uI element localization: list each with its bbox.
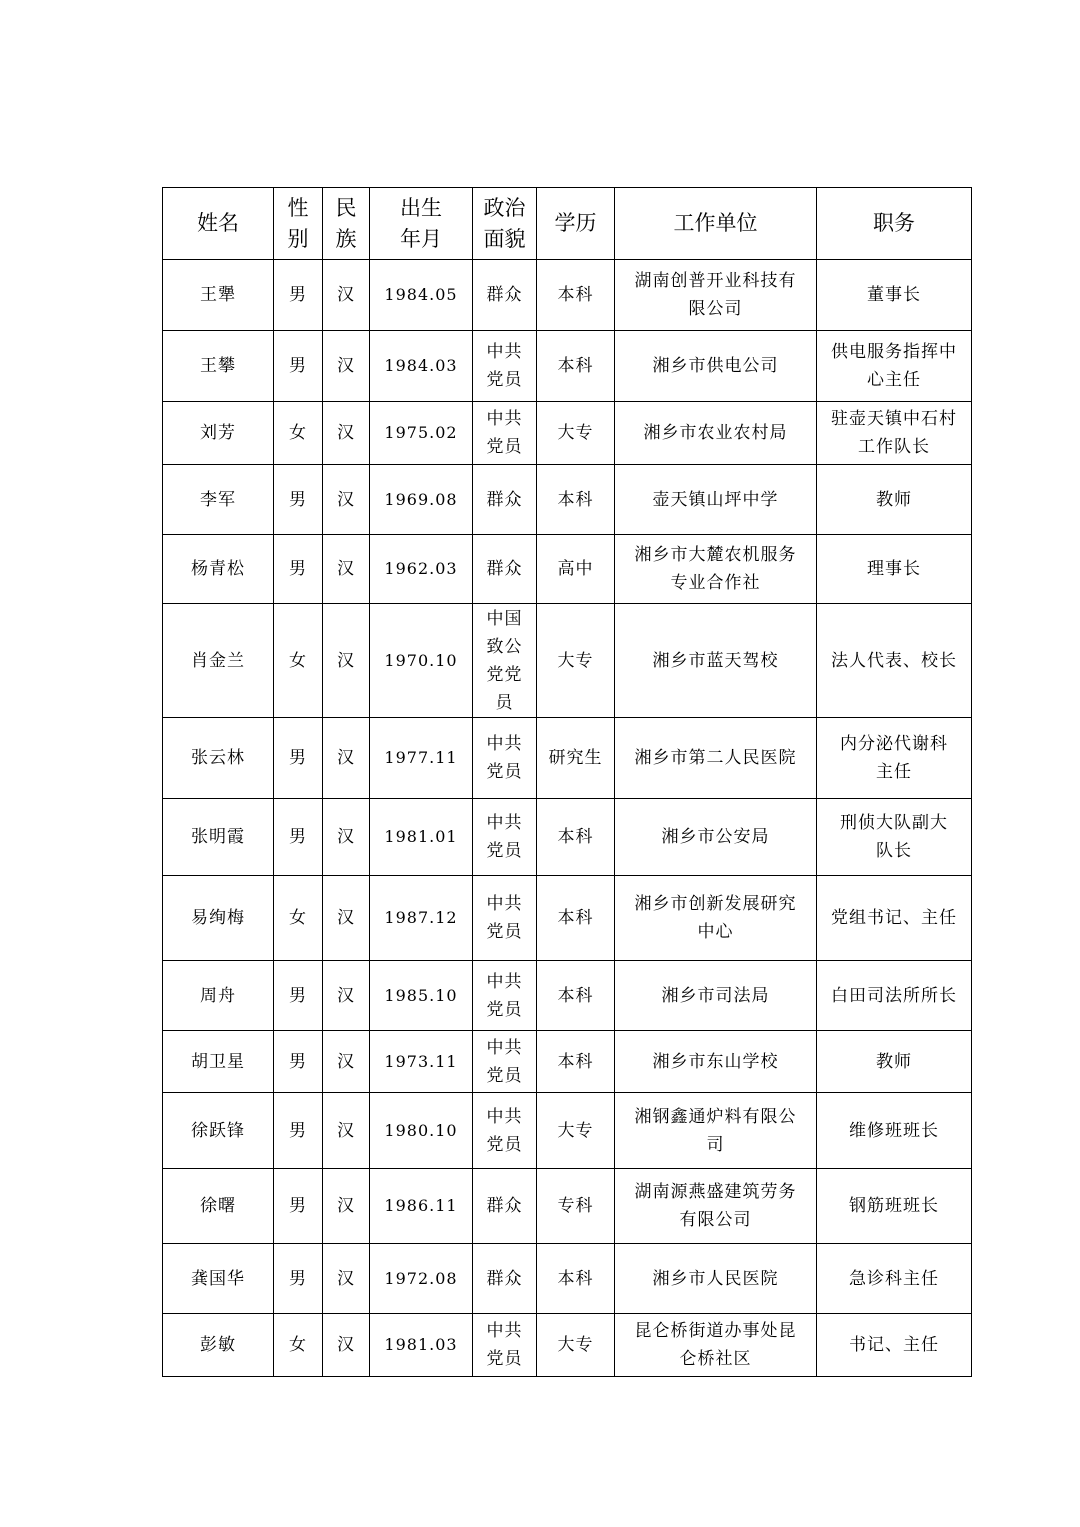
cell-employer: 湘乡市农业农村局 (615, 402, 817, 465)
cell-name: 杨青松 (163, 535, 274, 604)
header-employer: 工作单位 (615, 188, 817, 260)
cell-education: 本科 (537, 465, 615, 535)
header-position: 职务 (817, 188, 972, 260)
cell-position: 理事长 (817, 535, 972, 604)
cell-education: 本科 (537, 876, 615, 961)
table-row (163, 331, 972, 402)
cell-employer: 昆仑桥街道办事处昆 仑桥社区 (615, 1314, 817, 1377)
cell-ethnicity: 汉 (323, 961, 370, 1031)
header-political: 政治 面貌 (473, 188, 537, 260)
table-row (163, 718, 972, 799)
cell-gender: 男 (274, 331, 323, 402)
header-ethnicity: 民 族 (323, 188, 370, 260)
cell-position: 驻壶天镇中石村 工作队长 (817, 402, 972, 465)
cell-education: 大专 (537, 604, 615, 718)
cell-education: 本科 (537, 799, 615, 876)
cell-ethnicity: 汉 (323, 1314, 370, 1377)
cell-birth: 1984.03 (370, 331, 473, 402)
cell-gender: 男 (274, 535, 323, 604)
cell-position: 书记、主任 (817, 1314, 972, 1377)
cell-ethnicity: 汉 (323, 604, 370, 718)
cell-employer: 湘乡市第二人民医院 (615, 718, 817, 799)
cell-name: 周舟 (163, 961, 274, 1031)
cell-political: 中共 党员 (473, 1314, 537, 1377)
cell-employer: 湘乡市公安局 (615, 799, 817, 876)
cell-education: 专科 (537, 1169, 615, 1244)
cell-name: 王攀 (163, 331, 274, 402)
cell-employer: 湘乡市东山学校 (615, 1031, 817, 1093)
cell-employer: 湘乡市人民医院 (615, 1244, 817, 1314)
cell-birth: 1962.03 (370, 535, 473, 604)
cell-gender: 女 (274, 604, 323, 718)
cell-ethnicity: 汉 (323, 260, 370, 331)
cell-education: 本科 (537, 1244, 615, 1314)
cell-education: 本科 (537, 1031, 615, 1093)
cell-employer: 湘乡市大麓农机服务 专业合作社 (615, 535, 817, 604)
cell-political: 群众 (473, 1244, 537, 1314)
cell-ethnicity: 汉 (323, 718, 370, 799)
cell-employer: 湘乡市创新发展研究 中心 (615, 876, 817, 961)
table-row (163, 1169, 972, 1244)
cell-ethnicity: 汉 (323, 876, 370, 961)
cell-name: 肖金兰 (163, 604, 274, 718)
cell-education: 研究生 (537, 718, 615, 799)
cell-ethnicity: 汉 (323, 1169, 370, 1244)
cell-birth: 1969.08 (370, 465, 473, 535)
cell-employer: 湘乡市供电公司 (615, 331, 817, 402)
cell-position: 白田司法所所长 (817, 961, 972, 1031)
cell-education: 高中 (537, 535, 615, 604)
header-birth: 出生 年月 (370, 188, 473, 260)
cell-birth: 1984.05 (370, 260, 473, 331)
cell-position: 供电服务指挥中 心主任 (817, 331, 972, 402)
cell-employer: 湖南创普开业科技有 限公司 (615, 260, 817, 331)
cell-political: 中共 党员 (473, 402, 537, 465)
cell-political: 中共 党员 (473, 331, 537, 402)
cell-birth: 1985.10 (370, 961, 473, 1031)
cell-birth: 1986.11 (370, 1169, 473, 1244)
cell-gender: 男 (274, 465, 323, 535)
table-row (163, 1314, 972, 1377)
cell-position: 急诊科主任 (817, 1244, 972, 1314)
header-gender: 性 别 (274, 188, 323, 260)
table-row (163, 1093, 972, 1169)
cell-name: 王犟 (163, 260, 274, 331)
cell-name: 刘芳 (163, 402, 274, 465)
cell-name: 张云林 (163, 718, 274, 799)
cell-education: 本科 (537, 331, 615, 402)
cell-employer: 壶天镇山坪中学 (615, 465, 817, 535)
table-row (163, 604, 972, 718)
cell-birth: 1987.12 (370, 876, 473, 961)
header-name: 姓名 (163, 188, 274, 260)
cell-ethnicity: 汉 (323, 535, 370, 604)
cell-gender: 男 (274, 1031, 323, 1093)
cell-position: 内分泌代谢科 主任 (817, 718, 972, 799)
cell-position: 钢筋班班长 (817, 1169, 972, 1244)
cell-gender: 男 (274, 1093, 323, 1169)
cell-birth: 1975.02 (370, 402, 473, 465)
cell-gender: 女 (274, 402, 323, 465)
cell-birth: 1977.11 (370, 718, 473, 799)
cell-political: 中共 党员 (473, 961, 537, 1031)
cell-political: 群众 (473, 260, 537, 331)
cell-education: 本科 (537, 961, 615, 1031)
cell-political: 中共 党员 (473, 876, 537, 961)
cell-education: 大专 (537, 1314, 615, 1377)
cell-position: 党组书记、主任 (817, 876, 972, 961)
cell-political: 中共 党员 (473, 1031, 537, 1093)
cell-ethnicity: 汉 (323, 331, 370, 402)
cell-birth: 1973.11 (370, 1031, 473, 1093)
cell-education: 本科 (537, 260, 615, 331)
cell-political: 中共 党员 (473, 1093, 537, 1169)
cell-gender: 男 (274, 260, 323, 331)
cell-political: 中共 党员 (473, 799, 537, 876)
cell-name: 胡卫星 (163, 1031, 274, 1093)
cell-name: 徐曙 (163, 1169, 274, 1244)
cell-birth: 1980.10 (370, 1093, 473, 1169)
cell-ethnicity: 汉 (323, 1031, 370, 1093)
cell-political: 中共 党员 (473, 718, 537, 799)
cell-name: 徐跃锋 (163, 1093, 274, 1169)
cell-employer: 湘乡市司法局 (615, 961, 817, 1031)
cell-position: 教师 (817, 465, 972, 535)
cell-gender: 女 (274, 876, 323, 961)
cell-ethnicity: 汉 (323, 402, 370, 465)
table-row (163, 961, 972, 1031)
cell-ethnicity: 汉 (323, 465, 370, 535)
cell-gender: 男 (274, 718, 323, 799)
cell-name: 李军 (163, 465, 274, 535)
cell-ethnicity: 汉 (323, 1244, 370, 1314)
cell-political: 群众 (473, 1169, 537, 1244)
table-row (163, 535, 972, 604)
cell-position: 教师 (817, 1031, 972, 1093)
table-row (163, 465, 972, 535)
cell-name: 易绚梅 (163, 876, 274, 961)
cell-ethnicity: 汉 (323, 1093, 370, 1169)
cell-name: 龚国华 (163, 1244, 274, 1314)
cell-political: 群众 (473, 535, 537, 604)
cell-gender: 男 (274, 799, 323, 876)
cell-gender: 男 (274, 1169, 323, 1244)
cell-birth: 1981.03 (370, 1314, 473, 1377)
member-table (162, 187, 972, 1377)
cell-position: 刑侦大队副大 队长 (817, 799, 972, 876)
table-row (163, 1244, 972, 1314)
cell-education: 大专 (537, 402, 615, 465)
cell-birth: 1970.10 (370, 604, 473, 718)
cell-gender: 男 (274, 1244, 323, 1314)
cell-birth: 1972.08 (370, 1244, 473, 1314)
cell-education: 大专 (537, 1093, 615, 1169)
cell-position: 法人代表、校长 (817, 604, 972, 718)
cell-ethnicity: 汉 (323, 799, 370, 876)
table-row (163, 260, 972, 331)
cell-birth: 1981.01 (370, 799, 473, 876)
cell-gender: 女 (274, 1314, 323, 1377)
cell-political: 中国 致公 党党 员 (473, 604, 537, 718)
cell-name: 张明霞 (163, 799, 274, 876)
table-row (163, 402, 972, 465)
cell-position: 董事长 (817, 260, 972, 331)
table-header-row (163, 188, 972, 260)
table-row (163, 876, 972, 961)
cell-employer: 湘钢鑫通炉料有限公 司 (615, 1093, 817, 1169)
cell-employer: 湘乡市蓝天驾校 (615, 604, 817, 718)
header-education: 学历 (537, 188, 615, 260)
cell-political: 群众 (473, 465, 537, 535)
cell-name: 彭敏 (163, 1314, 274, 1377)
cell-gender: 男 (274, 961, 323, 1031)
table-row (163, 799, 972, 876)
table-row (163, 1031, 972, 1093)
cell-employer: 湖南源燕盛建筑劳务 有限公司 (615, 1169, 817, 1244)
cell-position: 维修班班长 (817, 1093, 972, 1169)
